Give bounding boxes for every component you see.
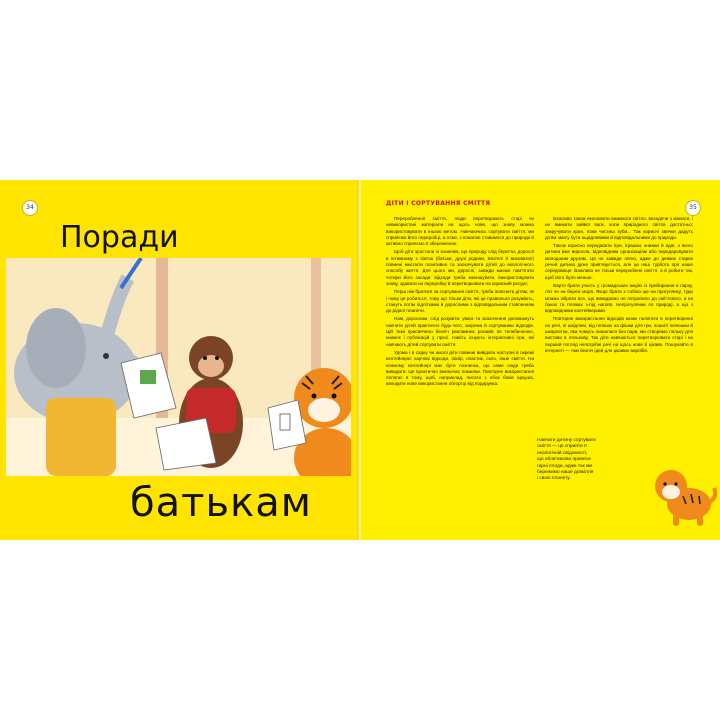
paragraph: Перероблення сміття, люди перетворюють старі чи невикористані матеріали на щось нове, що знову можна використовувати в іншою метою. Навчаючись сортувати сміття, ми сприяємо його переробці, а отже, з повагою ставимося до природи й активно сприяємо її збереженню. [386,216,534,247]
paragraph: Також корисно передавати ігри, іграшки, книжки й одяг, з якого дитина вже виросла, відповідним організаціям або передаровувати молодшим друзям. Ця не завжди легко, адже до деяких старих речей дитина дуже прив'язується, але це наш турбота про наше середовище. Важливо не тільки перероблені сміття, а й робити так, щоб його було менше. [545,243,693,280]
paragraph: Удома і в садку чи школі діти повинні вивідати наступні в окремі контейнери: харчові відходи, папір, пластик, скло, інше сміття. На кожному контейнері має бути позначка, що саме сюди треба викидати. Це практично виключає помилки. Повторне використання полягає в тому, щоб, наприклад, писати з обох боків аркуша, виходити нове використання обгортці від подарунка. [386,349,534,387]
page-number-right: 35 [685,200,701,216]
animals-illustration [6,258,351,476]
title-bottom: батькам [130,480,312,526]
text-column-right [545,216,693,356]
poem-line: і свою планету. [537,476,571,482]
paragraph: Варто брати участь у громадських акціях із прибирання в парку, лісі чи на березі моря. Якщо брати з собою ще на прогулянку, туди можна зібрати все, що викидаємо не потрапило до сміттєвого, а на баках та пляжах з-під напоїв. Непрогулянки по природі, а що з відповідними контейнерами. [545,282,693,314]
paragraph: Щоб діти зростали зі знанням, що природу слід берегти, дорослі в інтимному з сім'єю (батьки, друзі родини, вчителі й виховател) повинні мислити позитивно та заохочувати дітей до екологічного способу життя. Для цього ми, дорослі, завжди маємо пам'ятати чотири його засади: відходи треба зменшувати, використовувати знову, здавати на переробку й перетворювати на корисний ресурс. [386,249,534,286]
text-column-left [386,216,534,390]
paragraph: Повторне використання відходів може полягати в перетворенні на речі, ні шкідливі, від пляшок на фішки для гри, пошиті пелюшки й шкарпетки, яка чомусь лишилася без пари, ми створимо ляльку для вистави в лялькову. Так діти навчаються перетворювати старі і на перший погляд непотрібні речі на щось нове й цікаве. Пошукайте в інтернеті — там безліч ідей для цікавих виробів. [545,316,693,353]
poem-line: екологічній свідомості, [537,450,588,456]
section-heading: ДІТИ І СОРТУВАННЯ СМІТТЯ [386,200,491,207]
poem-line: Навчати дитину сортувати [537,438,596,443]
poem-line: сміття — це сприяти її [537,444,587,450]
left-page [0,180,359,540]
title-top: Поради [60,220,179,255]
page-number-left: 34 [22,200,38,216]
poem-line: гарні плоди, адже так ми [537,463,593,469]
right-page [361,180,720,540]
paragraph: Перш ніж братися за сортування сміття, треба пояснити дітям, як і чому це робиться, тому що тільки діти, які це правильно розуміють, стануть потім підлітками й дорослими з відповідальним ставленням до рідної планети. [386,289,534,314]
paragraph: Нам, дорослим, слід розуміти: увага та заохочення допоможуть навчити дітей практично будь-чого, зокрема й сортуванню відходів. Цій темі присвячено безліч рекламних роликів по телебаченню, книжок і публікацій у пресі. Навіть існують інтерактивні ігри, які навчають дітей сортувати сміття. [386,316,534,347]
poem-line: що обов'язково принесе [537,457,591,463]
paragraph: Важливо також економити вимикати світло, виходячи з кімнати, і не вмикати зайвої ваги, коли природного світла достатньо; закручувати кран, поки чистиш зуби... Так корисні звички дадуть дітям змогу бути ощадливими й відповідальними до природи. [545,216,693,240]
tiger-cub-illustration [647,456,717,528]
book-spread [0,180,720,540]
poem-line: бережемо наше довкілля [537,470,594,476]
